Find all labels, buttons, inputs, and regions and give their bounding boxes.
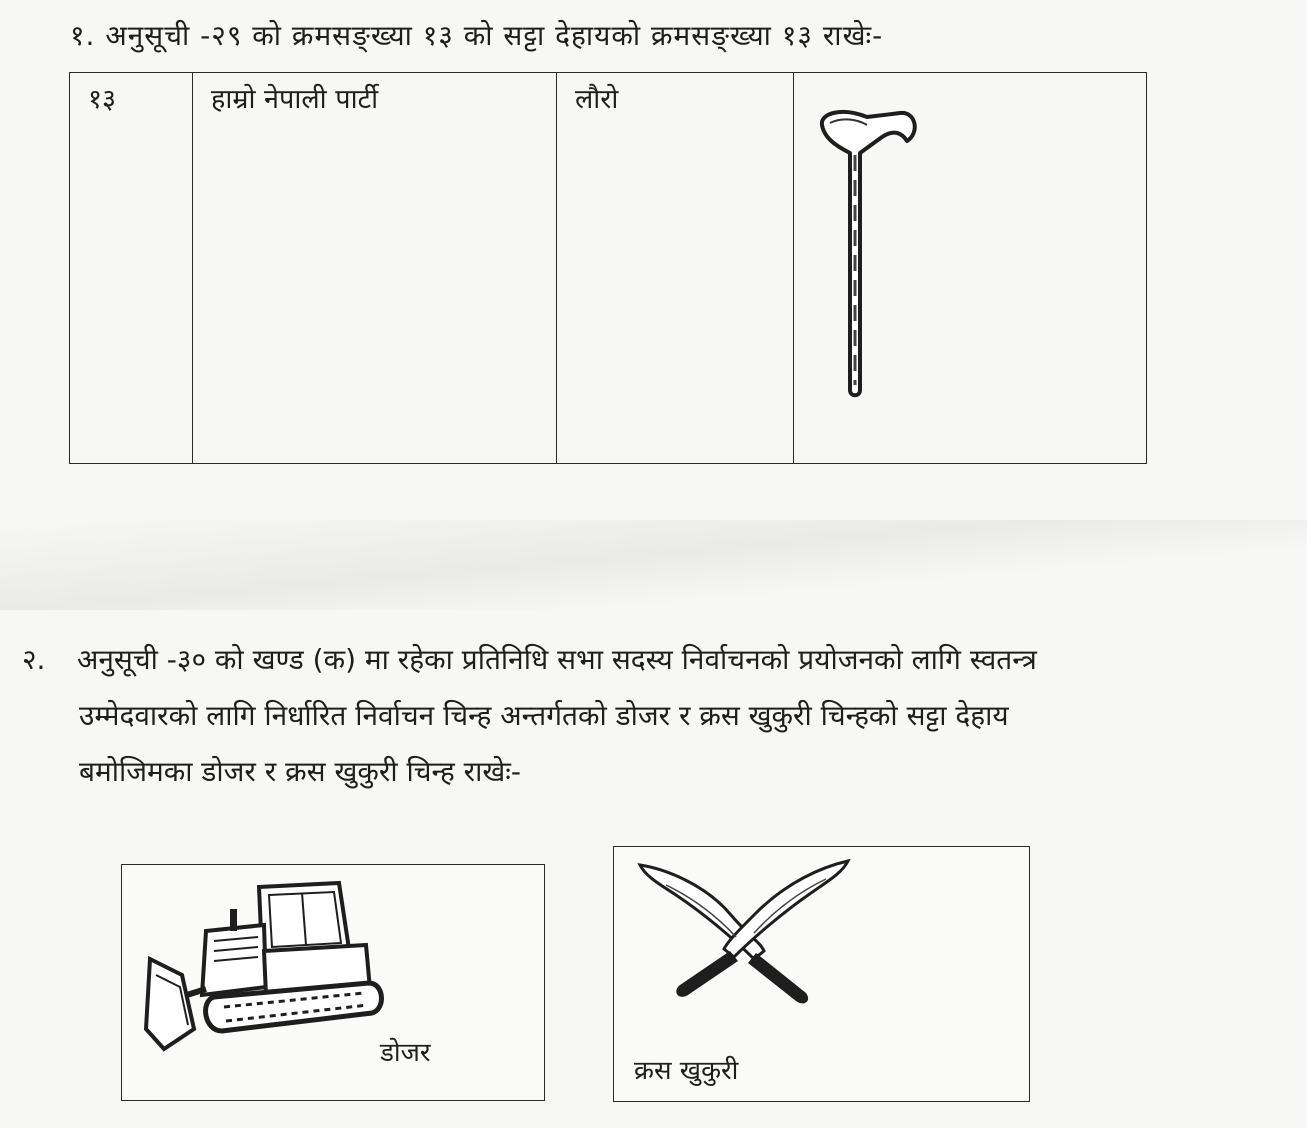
item1-heading: १. अनुसूची -२९ को क्रमसङ्ख्या १३ को सट्टा देहायको क्रमसङ्ख्या १३ राखेः- — [70, 19, 884, 52]
paper-fold-shadow — [0, 520, 1307, 610]
item2-paragraph — [22, 632, 1272, 800]
khukuri-caption: क्रस खुकुरी — [634, 1056, 739, 1086]
symbol-image-cell — [794, 73, 1147, 464]
dozer-caption: डोजर — [380, 1038, 431, 1068]
symbol-name-cell: लौरो — [557, 73, 794, 464]
symbol-schedule-table — [69, 72, 1147, 464]
bulldozer-icon — [144, 879, 389, 1054]
item2-line-1: अनुसूची -३० को खण्ड (क) मा रहेका प्रतिनिधि सभा सदस्य निर्वाचनको प्रयोजनको लागि स्वतन्त्र — [77, 643, 1037, 676]
item2-line-2: उम्मेदवारको लागि निर्धारित निर्वाचन चिन्ह अन्तर्गतको डोजर र क्रस खुकुरी चिन्हको सट्टा देहाय — [79, 699, 1009, 732]
crossed-khukuri-icon — [636, 855, 851, 1005]
table-row — [70, 73, 1147, 464]
party-name-cell: हाम्रो नेपाली पार्टी — [193, 73, 557, 464]
khukuri-symbol-box — [613, 846, 1030, 1102]
walking-stick-icon — [812, 105, 932, 405]
serial-cell: १३ — [70, 73, 193, 464]
item2-label: २. — [22, 643, 46, 676]
item2-line-3: बमोजिमका डोजर र क्रस खुकुरी चिन्ह राखेः- — [79, 755, 522, 788]
dozer-symbol-box — [121, 864, 545, 1101]
